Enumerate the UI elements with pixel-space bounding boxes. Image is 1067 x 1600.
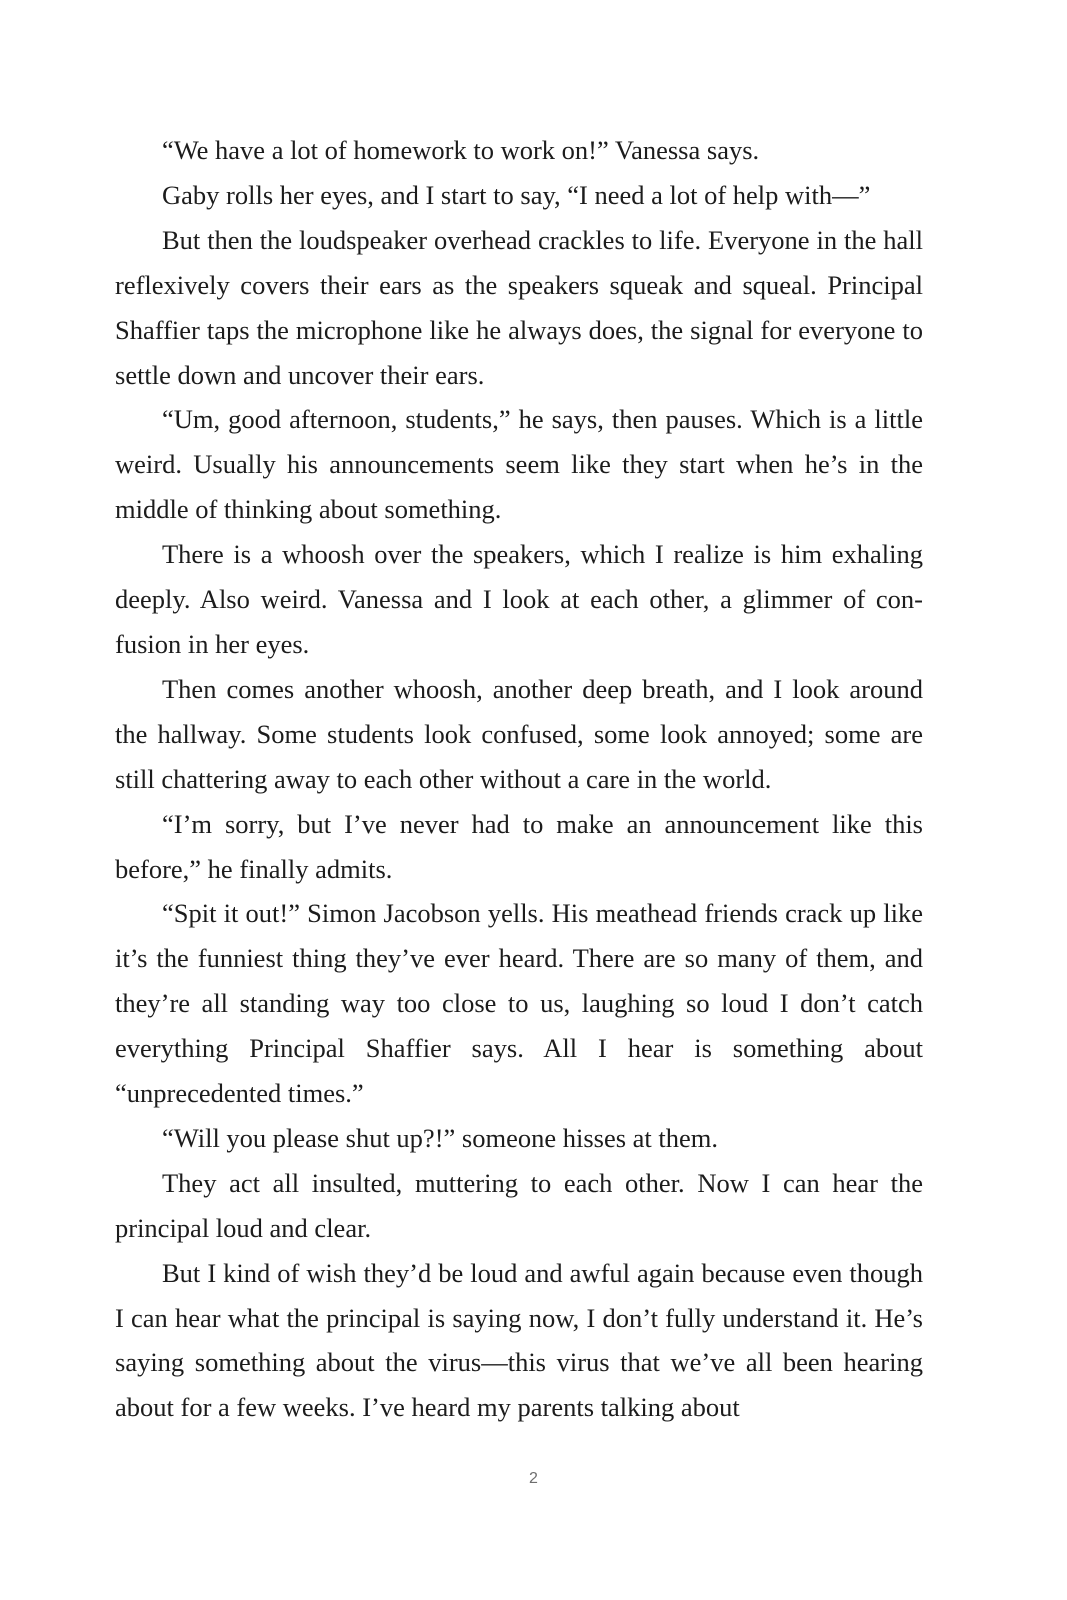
paragraph-3: But then the loudspeaker overhead crackles to life. Everyone in the hall reflexively covers their ears as the speakers squeak and squeal. Principal Shaffier taps the microphone like he always does, the signal for everyone to settle down and uncover their ears.: [115, 224, 923, 390]
paragraph-8: “Spit it out!” Simon Jacobson yells. His meathead friends crack up like it’s the funniest thing they’ve ever heard. There are so many of them, and they’re all standing way too close to us, laughing so loud I don’t catch everything Principal Shaffier says. All I hear is something about “unprecedented times.”: [115, 898, 923, 1109]
paragraph-6: Then comes another whoosh, another deep breath, and I look around the hallway. Some students look confused, some look annoyed; some are still chattering away to each other without a care in the world.: [115, 673, 923, 794]
paragraph-10: They act all insulted, muttering to each other. Now I can hear the principal loud and clear.: [115, 1167, 923, 1243]
paragraph-7: “I’m sorry, but I’ve never had to make an announcement like this before,” he finally admits.: [115, 808, 923, 884]
paragraph-4: “Um, good afternoon, students,” he says, then pauses. Which is a little weird. Usually his announcements seem like they start when he’s in the middle of thinking about something.: [115, 404, 923, 525]
page-number: 2: [529, 1470, 538, 1487]
paragraph-11: But I kind of wish they’d be loud and awful again because even though I can hear what the principal is saying now, I don’t fully understand it. He’s saying something about the virus—this virus that we’ve all been hearing about for a few weeks. I’ve heard my parents talking about: [115, 1257, 923, 1423]
paragraph-9: “Will you please shut up?!” someone hisses at them.: [162, 1122, 719, 1153]
body-text: [115, 128, 923, 1430]
paragraph-2: Gaby rolls her eyes, and I start to say, “I need a lot of help with—”: [162, 179, 871, 210]
paragraph-5: There is a whoosh over the speakers, which I realize is him exhaling deeply. Also weird. Vanessa and I look at each other, a glimmer of confusion in her eyes.: [115, 539, 923, 659]
paragraph-1: “We have a lot of homework to work on!” Vanessa says.: [162, 135, 760, 165]
